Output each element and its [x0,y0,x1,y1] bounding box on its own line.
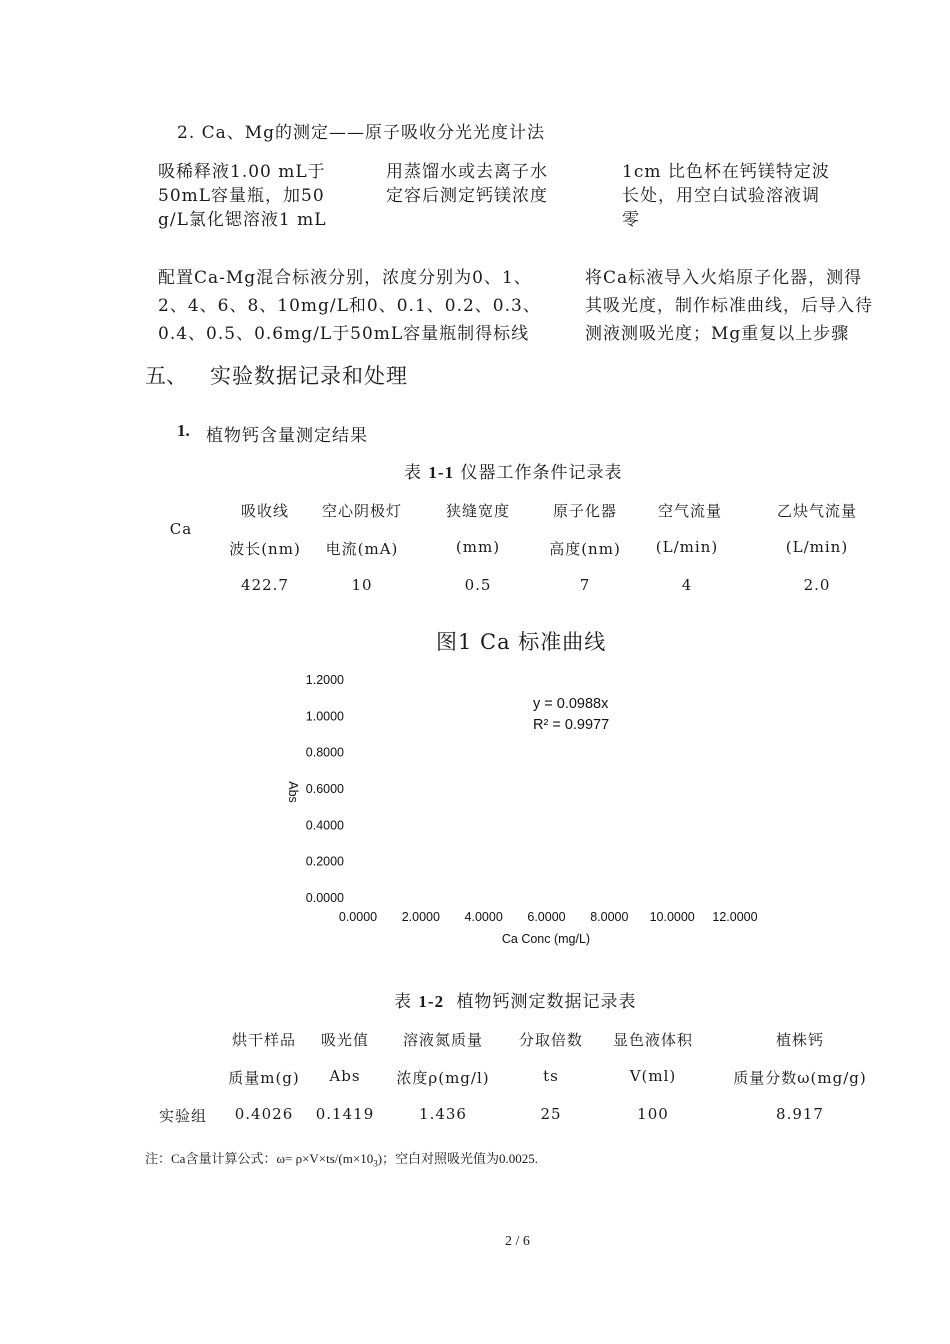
table1-unit-atomizer-height: 高度(nm) [549,540,621,558]
table1-header-wavelength: 吸收线 [240,502,290,520]
y-tick-label: 0.8000 [305,745,344,760]
table2-header-concentration: 溶液氮质量 [402,1031,484,1049]
section-title: 实验数据记录和处理 [210,364,408,388]
procedure-step-3: 1cm 比色杯在钙镁特定波长处，用空白试验溶液调零 [622,162,830,230]
trendline-r-squared: R² = 0.9977 [533,717,610,733]
x-tick-label: 12.0000 [712,910,758,924]
table1-header-lamp-current: 空心阴极灯 [321,502,403,520]
table2-header-split-factor: 分取倍数 [518,1031,584,1049]
table2-value-absorbance: 0.1419 [315,1105,375,1123]
ca-standard-curve-chart [0,660,950,960]
table2-unit-absorbance: Abs [329,1067,361,1085]
table1-value-acetylene-flow: 2.0 [803,576,831,594]
note-suffix: )；空白对照吸光值为0.0025. [377,1151,539,1166]
table2-unit-dry-mass: 质量m(g) [228,1069,300,1087]
note-body: Ca含量计算公式：ω= ρ×V×ts/(m×10 [171,1151,374,1166]
x-tick-label: 4.0000 [464,910,503,924]
table1-header-acetylene-flow: 乙炔气流量 [776,502,858,520]
note-subscript: 3 [373,1158,378,1169]
y-tick-label: 1.2000 [305,673,344,687]
table2-caption [394,987,636,1012]
table1-value-air-flow: 4 [681,576,693,594]
table2-unit-split-factor: ts [543,1067,559,1085]
table1-caption-text: 仪器工作条件记录表 [460,463,623,483]
note-prefix: 注： [145,1151,172,1166]
table1-caption-prefix: 表 [404,463,422,483]
table2-header-volume: 显色液体积 [612,1031,694,1049]
table2-unit-plant-calcium: 质量分数ω(mg/g) [733,1069,867,1087]
x-axis-title: Ca Conc (mg/L) [501,932,591,946]
x-tick-label: 0.0000 [338,910,378,924]
table2-value-split-factor: 25 [540,1105,562,1123]
table2-value-plant-calcium: 8.917 [776,1105,824,1123]
table2-value-volume: 100 [637,1105,669,1123]
y-tick-label: 0.6000 [305,782,344,796]
procedure-step-4: 配置Ca-Mg混合标液分别，浓度分别为0、1、2、4、6、8、10mg/L和0、0.1、0.2、0.3、0.4、0.5、0.6mg/L于50mL容量瓶制得标线 [158,268,541,344]
table2-header-dry-mass: 烘干样品 [231,1031,297,1049]
table2-unit-volume: V(ml) [629,1067,677,1085]
x-tick-label: 10.0000 [649,910,695,924]
procedure-step-1: 吸稀释液1.00 mL于50mL容量瓶，加50 g/L氯化锶溶液1 mL [158,162,327,230]
table2-caption-id: 1-2 [418,992,445,1011]
y-axis-ticks [306,673,344,905]
table1-unit-acetylene-flow: (L/min) [785,538,849,556]
procedure-step-5: 将Ca标液导入火焰原子化器，测得其吸光度，制作标准曲线，后导入待测液测吸光度；Mg重复以上步骤 [585,268,873,344]
table1-header-air-flow: 空气流量 [657,502,723,520]
table1-value-wavelength: 422.7 [241,576,289,594]
table1-unit-wavelength: 波长(nm) [229,540,301,558]
table1-value-lamp-current: 10 [351,576,373,594]
table2-unit-concentration: 浓度ρ(mg/l) [396,1069,490,1087]
table1-header-slit-width: 狭缝宽度 [445,502,511,520]
table2-value-dry-mass: 0.4026 [234,1105,294,1123]
table2-caption-prefix: 表 [394,992,412,1012]
section-number: 五、 [145,364,187,388]
figure-title: 图1 Ca 标准曲线 [436,630,607,654]
table2-header-absorbance: 吸光值 [320,1031,370,1049]
subsection-number: 1. [177,421,190,440]
table1-caption [404,458,622,483]
table2-value-concentration: 1.436 [419,1105,467,1123]
page-number: 2 / 6 [505,1234,530,1249]
x-axis-ticks [339,910,758,924]
table1-caption-id: 1-1 [428,463,455,482]
subsection-title: 植物钙含量测定结果 [206,426,368,446]
table1-value-atomizer-height: 7 [579,576,591,594]
table1-value-slit-width: 0.5 [464,576,492,594]
table2-caption-text: 植物钙测定数据记录表 [456,992,637,1012]
y-tick-label: 1.0000 [305,709,344,724]
y-tick-label: 0.4000 [305,818,344,833]
x-tick-label: 6.0000 [527,910,566,924]
table1-unit-air-flow: (L/min) [655,538,719,556]
table1-unit-lamp-current: 电流(mA) [325,540,399,558]
y-axis-title: Abs [286,781,300,803]
table1-row-label: Ca [169,520,193,538]
x-tick-label: 8.0000 [590,910,629,924]
y-tick-label: 0.2000 [305,854,344,869]
table2-row-label: 实验组 [158,1107,208,1125]
trendline-equation: y = 0.0988x [533,696,609,712]
procedure-heading: 2. Ca、Mg的测定——原子吸收分光光度计法 [177,123,546,143]
table1-header-atomizer-height: 原子化器 [552,502,618,520]
calculation-note [145,1148,538,1169]
table1-unit-slit-width: (mm) [455,538,501,556]
procedure-step-2: 用蒸馏水或去离子水定容后测定钙镁浓度 [386,162,548,206]
x-tick-label: 2.0000 [401,910,440,924]
table2-header-plant-calcium: 植株钙 [775,1031,825,1049]
y-tick-label: 0.0000 [305,891,344,905]
